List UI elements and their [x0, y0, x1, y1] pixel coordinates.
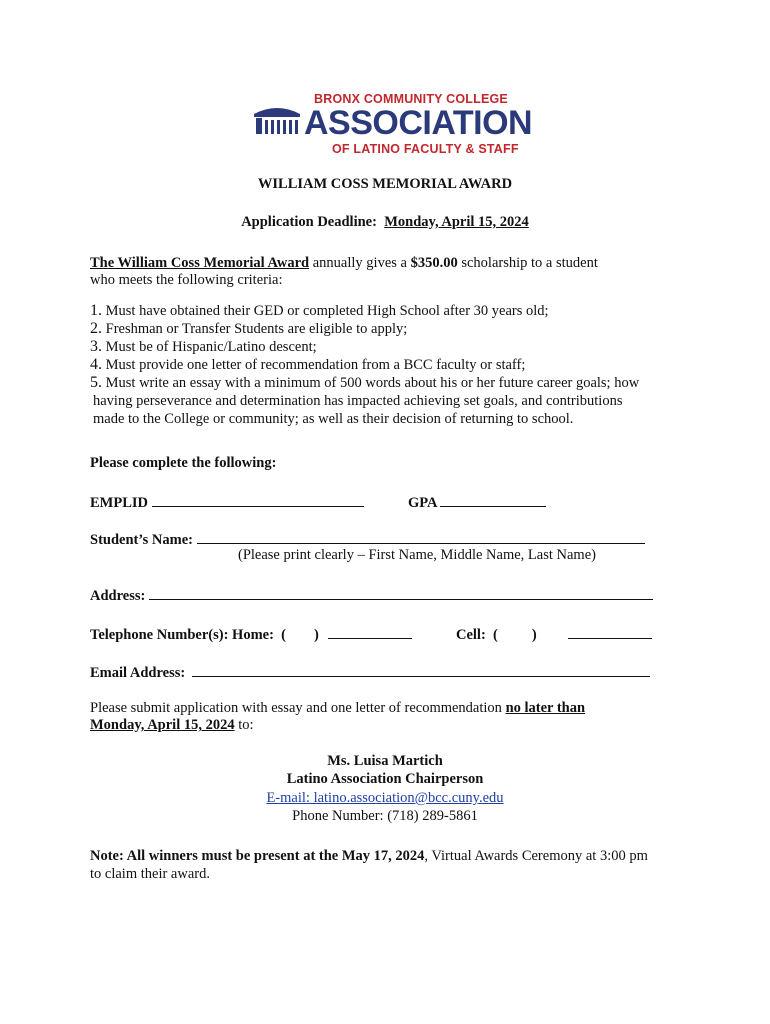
paren-close: ) [531, 627, 537, 643]
submit-date: Monday, April 15, 2024 [90, 717, 235, 733]
cell-label: Cell: [456, 627, 486, 643]
deadline-label: Application Deadline: [241, 214, 377, 230]
gpa-row [408, 492, 546, 512]
note-bold: Note: All winners must be present at the May 17, 2024 [90, 848, 425, 864]
list-item-cont: made to the College or community; as well as their decision of returning to school. [93, 411, 574, 427]
intro-line2: who meets the following criteria: [90, 272, 283, 288]
criteria-list [90, 302, 690, 428]
emplid-field[interactable] [152, 492, 364, 507]
list-item: 4. Must provide one letter of recommendation from a BCC faculty or staff; [90, 356, 526, 373]
home-phone-field[interactable] [328, 624, 412, 639]
paren-open: ( [281, 627, 287, 643]
name-label: Student’s Name: [90, 532, 193, 548]
award-name: The William Coss Memorial Award [90, 255, 310, 271]
list-item: 1. Must have obtained their GED or completed High School after 30 years old; [90, 302, 549, 319]
cell-phone-field[interactable] [568, 624, 652, 639]
deadline [0, 214, 770, 231]
name-field[interactable] [197, 529, 645, 544]
submit-text: Please submit application with essay and one letter of recommendation [90, 700, 506, 716]
address-row [90, 585, 653, 605]
list-item: 3. Must be of Hispanic/Latino descent; [90, 338, 317, 355]
intro-text-b: scholarship to a student [457, 255, 598, 271]
contact-email-link[interactable]: E-mail: latino.association@bcc.cuny.edu [266, 790, 504, 806]
address-label: Address: [90, 588, 146, 604]
contact-phone: Phone Number: (718) 289-5861 [292, 808, 478, 824]
intro [90, 255, 598, 289]
note-text: , Virtual Awards Ceremony at 3:00 pm [424, 848, 648, 864]
gpa-label: GPA [408, 495, 437, 511]
building-icon [252, 104, 302, 136]
submit-instructions [90, 700, 690, 734]
note-line2: to claim their award. [90, 866, 210, 882]
logo-association: ASSOCIATION [304, 104, 533, 142]
email-field[interactable] [192, 662, 650, 677]
phone-label: Telephone Number(s): Home: [90, 627, 274, 643]
cell-row [456, 624, 652, 644]
address-field[interactable] [149, 585, 653, 600]
contact-name: Ms. Luisa Martich [327, 753, 443, 769]
paren-close: ) [314, 627, 319, 643]
name-hint: (Please print clearly – First Name, Middle Name, Last Name) [238, 547, 596, 563]
submit-deadline-phrase: no later than [505, 700, 586, 716]
list-item: 5. Must write an essay with a minimum of 500 words about his or her future career goals; how [90, 374, 640, 391]
emplid-label: EMPLID [90, 495, 148, 511]
phone-row [90, 624, 412, 644]
paren-open: ( [493, 627, 498, 643]
logo-college: BRONX COMMUNITY COLLEGE [314, 92, 508, 106]
email-row [90, 662, 650, 682]
intro-text-a: annually gives a [309, 255, 411, 271]
page-title: WILLIAM COSS MEMORIAL AWARD [257, 176, 513, 192]
contact-role: Latino Association Chairperson [286, 771, 484, 787]
name-row [90, 529, 645, 549]
gpa-field[interactable] [440, 492, 546, 507]
submit-suffix: to: [234, 717, 254, 733]
emplid-row [90, 492, 364, 512]
email-label: Email Address: [90, 665, 186, 681]
list-item-cont: having perseverance and determination has impacted achieving set goals, and contributions [93, 393, 623, 409]
note [90, 847, 648, 883]
form-heading: Please complete the following: [90, 455, 277, 471]
logo [252, 92, 533, 156]
list-item: 2. Freshman or Transfer Students are eligible to apply; [90, 320, 408, 337]
award-amount: $350.00 [410, 255, 458, 271]
contact-email-row [0, 790, 770, 807]
deadline-date: Monday, April 15, 2024 [384, 214, 529, 230]
logo-subtitle: OF LATINO FACULTY & STAFF [332, 142, 519, 156]
